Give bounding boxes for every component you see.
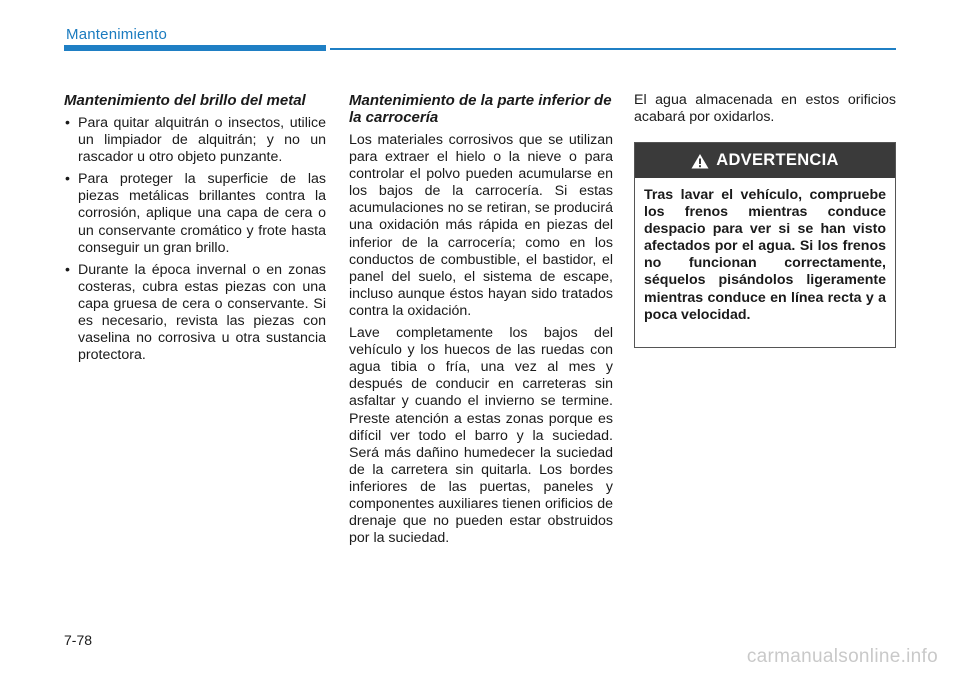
warning-text: Tras lavar el vehículo, compruebe los frenos mientras conduce despacio para ver si se han visto afectados por el agua. Si los frenos no funcionan correctamente, séquelos pisándolos ligeramente mientras conduce en línea recta y a poca velocidad.	[644, 187, 886, 323]
column-metal-care	[64, 92, 326, 369]
paragraph: Los materiales corrosivos que se utilizan para extraer el hielo o la nieve o para controlar el polvo pueden acumularse en los bajos de la carrocería. Si estas acumulaciones no se retiran, se producirá una oxidación más rápida en piezas del inferior de la carrocería; como en los conductos de combustible, el bastidor, el panel del suelo, el sistema de escape, incluso aunque éstos hayan sido tratados contra la oxidación.	[349, 132, 613, 319]
bullet-dot: •	[65, 171, 70, 188]
paragraph: Lave completamente los bajos del vehículo y los huecos de las ruedas con agua tibia o fría, una vez al mes y después de conducir en carreteras sin asfaltar y cuando el invierno se termine. Preste atención a estas zonas porque es difícil ver todo el barro y la suciedad. Será más dañino humedecer la suciedad de la carretera sin quitarla. Los bordes inferiores de las puertas, paneles y componentes auxiliares tienen orificios de drenaje que no pueden estar obstruidos por la suciedad.	[349, 325, 613, 547]
underbody-care-title: Mantenimiento de la parte inferior de la carrocería	[349, 92, 612, 126]
paragraph: El agua almacenada en estos orificios acabará por oxidarlos.	[634, 92, 896, 126]
warning-header	[635, 143, 895, 178]
warning-triangle-icon	[691, 153, 709, 169]
bullet-dot: •	[65, 115, 70, 131]
watermark: carmanualsonline.info	[746, 646, 938, 667]
warning-heading: ADVERTENCIA	[716, 151, 839, 169]
section-header-title: Mantenimiento	[66, 26, 167, 43]
column-continuation	[634, 92, 896, 131]
header-rule-thin	[330, 48, 896, 50]
list-item	[64, 171, 326, 256]
list-item	[64, 262, 326, 365]
column-underbody-care	[349, 92, 613, 552]
list-item-text: Para proteger la superficie de las piezas metálicas brillantes contra la corrosión, aplique una capa de cera o un conservante cromático y frote hasta conseguir un gran brillo.	[78, 171, 326, 256]
metal-care-bullets	[64, 115, 326, 364]
page-number: 7-78	[64, 632, 93, 648]
metal-care-title: Mantenimiento del brillo del metal	[64, 92, 306, 109]
list-item-text: Durante la época invernal o en zonas costeras, cubra estas piezas con una capa gruesa de cera o conservante. Si es necesario, revista las piezas con vaselina no corrosiva u otra sustancia protectora.	[78, 261, 326, 364]
list-item-text: Para quitar alquitrán o insectos, utilice un limpiador de alquitrán; y no un rascador u otro objeto punzante.	[78, 115, 326, 166]
header-rule-thick	[64, 45, 326, 51]
list-item	[64, 115, 326, 166]
warning-box	[634, 142, 896, 348]
bullet-dot: •	[65, 261, 70, 278]
